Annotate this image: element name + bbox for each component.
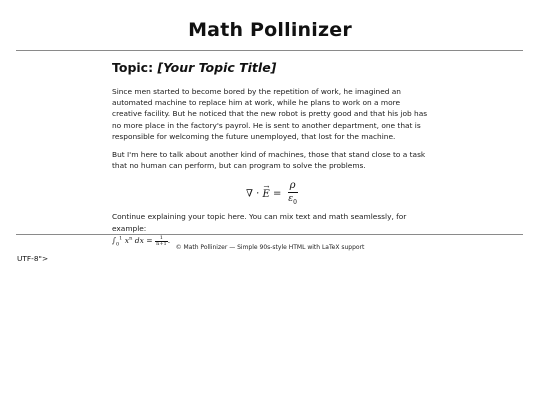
integral-upper: 1 xyxy=(119,235,123,242)
stray-markup-text: UTF-8"> xyxy=(17,254,49,263)
integral-exp: n xyxy=(129,235,133,242)
equation-nabla: ∇ · xyxy=(246,188,260,200)
equation-field xyxy=(262,182,270,200)
footer-text: © Math Pollinizer — Simple 90s-style HTML with LaTeX support xyxy=(175,244,365,251)
paragraph-machines: But I'm here to talk about another kind of machines, those that stand close to a task that no human can perform, but can program to solve the problems. xyxy=(112,150,426,171)
site-title: Math Pollinizer xyxy=(188,19,352,41)
integral-dx: dx xyxy=(134,236,144,246)
integral-symbol: ∫ xyxy=(112,236,116,246)
topic-heading xyxy=(112,60,432,76)
vector-arrow: → xyxy=(263,182,270,191)
equation-fraction xyxy=(288,180,298,208)
equation-denominator-symbol: ε xyxy=(288,194,294,205)
equation-denominator xyxy=(288,193,298,208)
footer-divider xyxy=(16,234,523,235)
closing-text: Continue explaining your topic here. You can mix text and math seamlessly, for example: xyxy=(112,212,407,233)
topic-prefix: Topic: xyxy=(112,60,154,75)
integral-var: x xyxy=(124,236,130,246)
integral-end: . xyxy=(167,236,171,246)
integral-result-num: 1 xyxy=(155,236,168,242)
topic-title: [Your Topic Title] xyxy=(157,60,277,75)
integral-result-den: n+1 xyxy=(156,240,167,247)
gauss-law-equation xyxy=(112,178,432,206)
article-content xyxy=(112,60,432,258)
paragraph-intro: Since men started to become bored by the repetition of work, he imagined an automated machine to replace him at work, while he plans to work on a more creative facility. But he noticed that the new robot is pretty good and that his job has no more place in the factory's payrol. He is sent to another department, one that is responsible for welcoming the future unemployed, that lost for the machine. xyxy=(112,87,428,141)
integral-lower: 0 xyxy=(115,241,120,248)
equation-numerator: ρ xyxy=(289,180,296,192)
integral-equals: = xyxy=(146,236,153,246)
equation-field-letter: E xyxy=(262,188,270,200)
equation-equals: = xyxy=(273,188,282,200)
equation-body xyxy=(246,180,298,208)
header-divider xyxy=(16,50,523,51)
equation-denominator-sub: 0 xyxy=(293,199,297,207)
